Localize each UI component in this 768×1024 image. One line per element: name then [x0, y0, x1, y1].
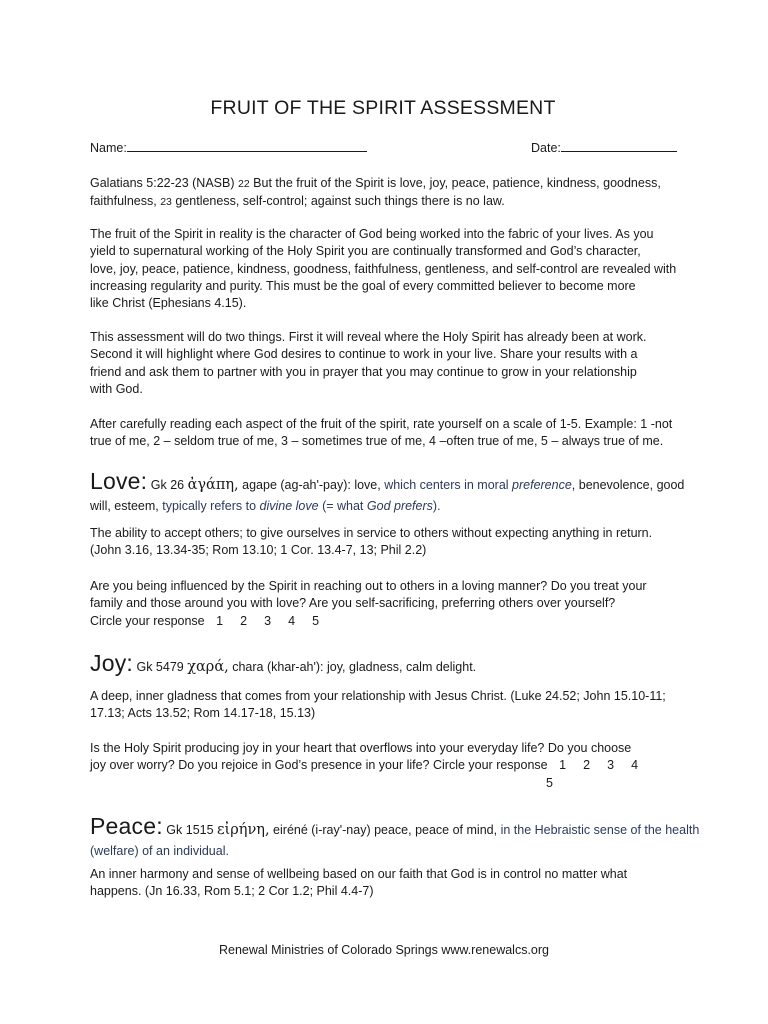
response-option[interactable]: 3: [607, 758, 615, 773]
love-title: Love:: [90, 468, 148, 494]
text-line: Are you being influenced by the Spirit in reaching out to others in a loving manner? Do you treat your: [90, 579, 647, 593]
peace-description: [90, 866, 675, 901]
definition-text: (welfare) of an individual.: [90, 844, 229, 858]
text-line: After carefully reading each aspect of the fruit of the spirit, rate yourself on a scale of 1-5. Example: 1 -not: [90, 417, 673, 431]
greek-word: εἰρήνη,: [217, 822, 270, 838]
name-label: Name:: [90, 141, 127, 155]
definition-text: (= what: [318, 499, 367, 513]
greek-word: χαρά,: [187, 659, 229, 675]
response-option[interactable]: 5: [312, 613, 320, 628]
strongs-number: Gk 26: [150, 478, 185, 492]
joy-question: [90, 740, 675, 792]
text-line: joy over worry? Do you rejoice in God’s presence in your life? Circle your response: [90, 758, 548, 773]
text-line: friend and ask them to partner with you in prayer that you may continue to grow in your relationship: [90, 364, 637, 379]
verse-number: 23: [160, 196, 172, 209]
definition-text: , benevolence, good: [571, 478, 685, 492]
text-line: 17.13; Acts 13.52; Rom 14.17-18, 15.13): [90, 706, 316, 721]
response-option[interactable]: 2: [240, 613, 248, 628]
peace-heading: [90, 813, 700, 858]
text-line: increasing regularity and purity. This must be the goal of every committed believer to become more: [90, 278, 636, 293]
response-option[interactable]: 1: [559, 758, 567, 773]
response-option[interactable]: 1: [216, 613, 224, 628]
text-line: A deep, inner gladness that comes from your relationship with Jesus Christ. (Luke 24.52; John 15.10-11;: [90, 689, 666, 703]
intro-scripture: [90, 175, 675, 212]
page-title: FRUIT OF THE SPIRIT ASSESSMENT: [210, 97, 556, 119]
scripture-reference: Galatians 5:22-23 (NASB): [90, 176, 235, 190]
paragraph-assessment-purpose: [90, 329, 675, 398]
love-response-options[interactable]: [216, 613, 336, 630]
peace-title: Peace:: [90, 813, 163, 839]
date-blank[interactable]: [561, 139, 677, 152]
text-line: with God.: [90, 381, 143, 396]
text-line: The ability to accept others; to give ourselves in service to others without expecting anything in return.: [90, 526, 653, 540]
definition-text: ).: [432, 499, 441, 513]
paragraph-fruit-explanation: [90, 226, 675, 312]
text-line: like Christ (Ephesians 4.15).: [90, 296, 247, 311]
joy-title: Joy:: [90, 650, 133, 676]
response-option[interactable]: 5: [546, 775, 553, 790]
name-field[interactable]: [90, 139, 367, 155]
scripture-text: But the fruit of the Spirit is love, joy, peace, patience, kindness, goodness,: [249, 176, 661, 190]
joy-description: [90, 688, 675, 723]
date-label: Date:: [531, 141, 561, 155]
definition-emphasis: preference: [512, 478, 572, 492]
love-description: [90, 525, 675, 560]
joy-response-options[interactable]: [559, 757, 655, 774]
definition-text: which centers in moral: [384, 478, 513, 492]
strongs-number: Gk 5479: [136, 660, 184, 674]
text-line: love, joy, peace, patience, kindness, goodness, faithfulness, gentleness, and self-control are revealed with: [90, 261, 677, 276]
definition-emphasis: God prefers: [366, 499, 433, 513]
paragraph-instructions: [90, 416, 675, 451]
joy-heading: [90, 650, 680, 677]
text-line: An inner harmony and sense of wellbeing based on our faith that God is in control no matter what: [90, 867, 628, 881]
response-option[interactable]: 2: [583, 758, 591, 773]
text-line: Is the Holy Spirit producing joy in your heart that overflows into your everyday life? Do you choose: [90, 741, 632, 755]
date-field[interactable]: [531, 139, 677, 155]
verse-number: 22: [238, 178, 250, 190]
text-line: Second it will highlight where God desires to continue to work in your live. Share your results with a: [90, 347, 638, 362]
page-footer: Renewal Ministries of Colorado Springs www.renewalcs.org: [219, 943, 549, 957]
definition-text: in the Hebraistic sense of the health: [500, 823, 700, 837]
response-option[interactable]: 3: [264, 613, 272, 628]
circle-response-label: Circle your response: [90, 613, 205, 628]
text-line: family and those around you with love? Are you self-sacrificing, preferring others over yourself?: [90, 596, 616, 611]
response-option[interactable]: 4: [288, 613, 296, 628]
strongs-number: Gk 1515: [166, 823, 214, 837]
text-line: happens. (Jn 16.33, Rom 5.1; 2 Cor 1.2; Phil 4.4-7): [90, 884, 374, 899]
scripture-text: faithfulness,: [90, 194, 157, 209]
response-option[interactable]: 4: [631, 758, 639, 773]
definition-emphasis: divine love: [259, 499, 319, 513]
text-line: This assessment will do two things. First it will reveal where the Holy Spirit has already been at work.: [90, 330, 647, 344]
definition-text: will, esteem,: [90, 499, 163, 513]
love-heading: [90, 468, 685, 513]
definition-text: typically refers to: [162, 499, 260, 513]
greek-word: ἀγάπη,: [187, 477, 239, 493]
definition-text: agape (ag-ah'-pay): love,: [238, 478, 385, 492]
scripture-text: gentleness, self-control; against such things there is no law.: [171, 194, 505, 209]
text-line: The fruit of the Spirit in reality is the character of God being worked into the fabric of your lives. As you: [90, 227, 654, 241]
love-question: [90, 578, 675, 630]
text-line: true of me, 2 – seldom true of me, 3 – sometimes true of me, 4 –often true of me, 5 – always true of me.: [90, 434, 664, 449]
text-line: (John 3.16, 13.34-35; Rom 13.10; 1 Cor. 13.4-7, 13; Phil 2.2): [90, 543, 427, 558]
definition-text: chara (khar-ah'): joy, gladness, calm delight.: [228, 660, 477, 674]
text-line: yield to supernatural working of the Holy Spirit you are continually transformed and God’s character,: [90, 244, 641, 259]
definition-text: eiréné (i-ray'-nay) peace, peace of mind,: [269, 823, 501, 837]
name-blank[interactable]: [127, 139, 367, 152]
